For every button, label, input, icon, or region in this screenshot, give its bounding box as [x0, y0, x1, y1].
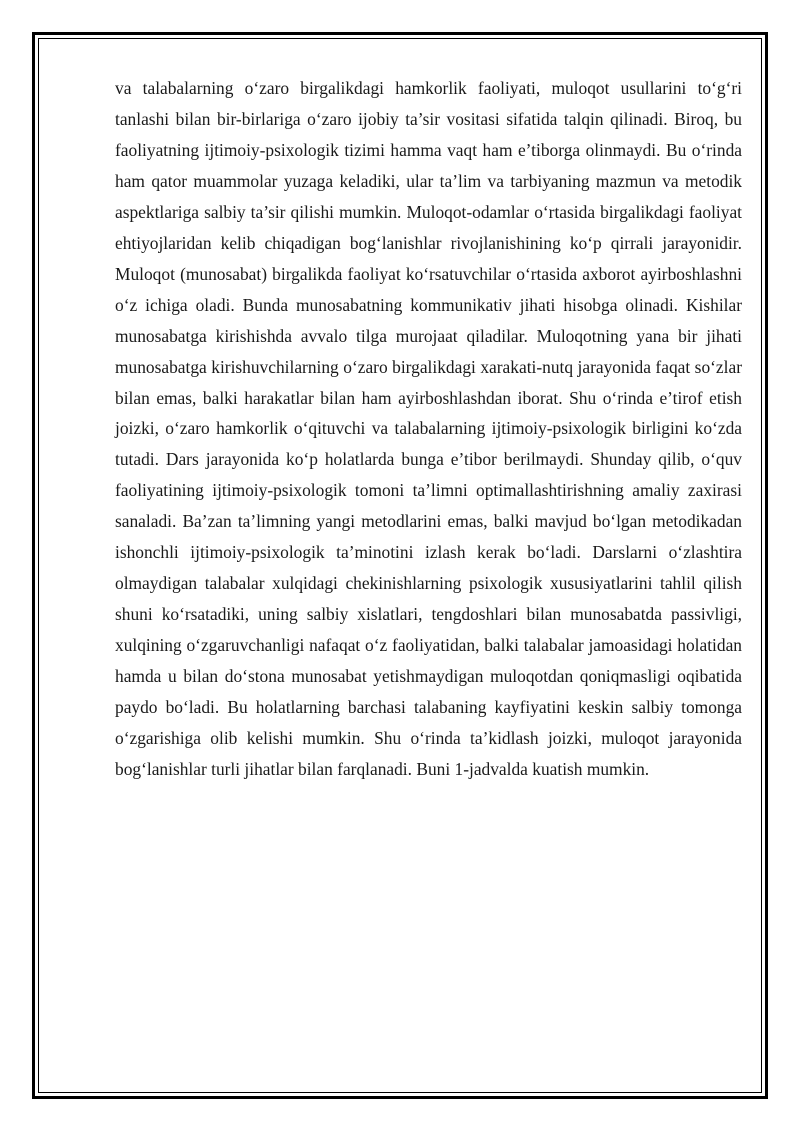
body-paragraph: va talabalarning o‘zaro birgalikdagi hamkorlik faoliyati, muloqot usullarini to‘g‘ri tanlashi bilan bir-birlariga o‘zaro ijobiy ta’sir vositasi sifatida talqin qilinadi. Biroq, bu faoliyatning ijtimoiy-psixologik tizimi hamma vaqt ham e’tiborga olinmaydi. Bu o‘rinda ham qator muammolar yuzaga keladiki, ular ta’lim va tarbiyaning mazmun va metodik aspektlariga salbiy ta’sir qilishi mumkin. Muloqot-odamlar o‘rtasida birgalikdagi faoliyat ehtiyojlaridan kelib chiqadigan bog‘lanishlar rivojlanishining ko‘p qirrali jarayonidir. Muloqot (munosabat) birgalikda faoliyat ko‘rsatuvchilar o‘rtasida axborot ayirboshlashni o‘z ichiga oladi. Bunda munosabatning kommunikativ jihati hisobga olinadi. Kishilar munosabatga kirishishda avvalo tilga murojaat qiladilar. Muloqotning yana bir jihati munosabatga kirishuvchilarning o‘zaro birgalikdagi xarakati-nutq jarayonida faqat so‘zlar bilan emas, balki harakatlar bilan ham ayirboshlashdan iborat. Shu o‘rinda e’tirof etish joizki, o‘zaro hamkorlik o‘qituvchi va talabalarning ijtimoiy-psixologik birligini ko‘zda tutadi. Dars jarayonida ko‘p holatlarda bunga e’tibor berilmaydi. Shunday qilib, o‘quv faoliyatining ijtimoiy-psixologik tomoni ta’limni optimallashtirishning amaliy zaxirasi sanaladi. Ba’zan ta’limning yangi metodlarini emas, balki mavjud bo‘lgan metodikadan ishonchli ijtimoiy-psixologik ta’minotini izlash kerak bo‘ladi. Darslarni o‘zlashtira olmaydigan talabalar xulqidagi chekinishlarning psixologik xususiyatlarini tahlil qilish shuni ko‘rsatadiki, uning salbiy xislatlari, tengdoshlari bilan munosabatda passivligi, xulqining o‘zgaruvchanligi nafaqat o‘z faoliyatidan, balki talabalar jamoasidagi holatidan hamda u bilan do‘stona munosabat yetishmaydigan muloqotdan qoniqmasligi oqibatida paydo bo‘ladi. Bu holatlarning barchasi talabaning kayfiyatini keskin salbiy tomonga o‘zgarishiga olib kelishi mumkin. Shu o‘rinda ta’kidlash joizki, muloqot jarayonida bog‘lanishlar turli jihatlar bilan farqlanadi. Buni 1-jadvalda kuatish mumkin.: [115, 78, 742, 779]
